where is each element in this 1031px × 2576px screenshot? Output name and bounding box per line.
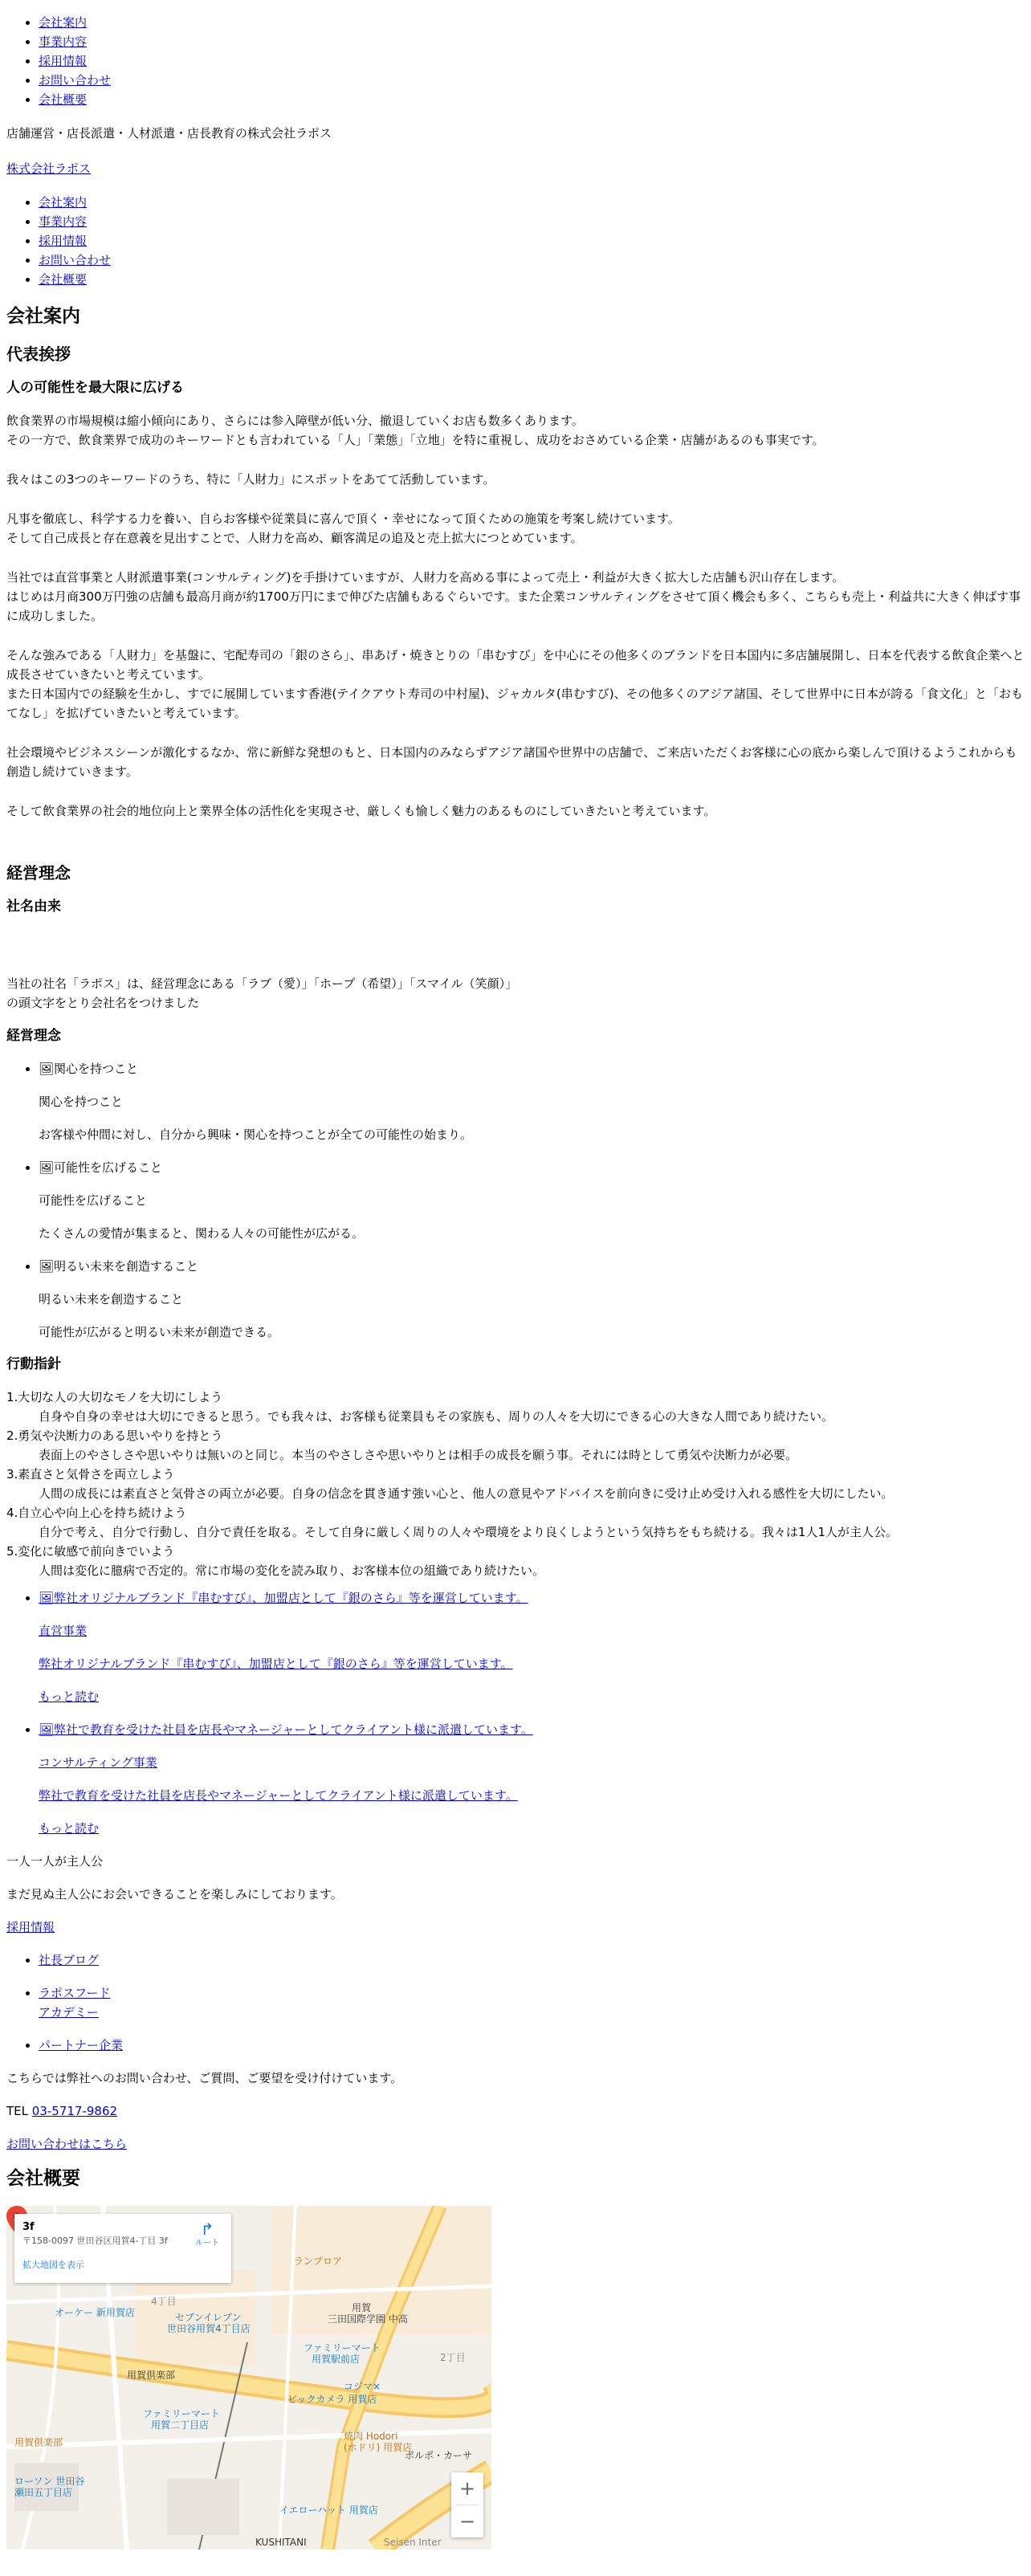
map-label: ポルポ・カーサ (405, 2450, 473, 2462)
main-nav (6, 193, 1025, 289)
map-label: 用賀倶楽部 (127, 2370, 176, 2382)
values-title: 経営理念 (6, 1028, 61, 1045)
business-desc-link[interactable]: 弊社オリジナルブランド『串むすび』、加盟店として『銀のさら』等を運営しています。 (39, 1657, 513, 1672)
greeting-paragraph (6, 646, 1025, 723)
map-label: 焼肉 Hodori (344, 2431, 398, 2443)
google-map[interactable] (6, 2206, 491, 2550)
nav-link-overview[interactable]: 会社概要 (39, 92, 88, 107)
greeting-paragraph (6, 509, 1025, 548)
map-label: 用賀 (352, 2302, 372, 2314)
map-label: セブンイレブン (175, 2312, 242, 2324)
map-place-title: 3f (22, 2221, 35, 2234)
map-label: ファミリーマート (143, 2408, 220, 2420)
value-item (39, 1059, 1025, 1144)
value-title: 可能性を広げること (39, 1193, 148, 1209)
policy-head: 5.変化に敏感で前向きでいよう (6, 1544, 175, 1559)
tel-link[interactable]: 03-5717-9862 (31, 2104, 118, 2119)
map-directions-button[interactable] (191, 2220, 223, 2249)
recruit-link[interactable]: 採用情報 (6, 1920, 55, 1935)
contact-tel (6, 2101, 1025, 2121)
map-label: 用賀駅前店 (312, 2354, 361, 2366)
nav-item (39, 32, 1025, 51)
nav-link-company[interactable]: 会社案内 (39, 15, 88, 30)
brand-link[interactable]: 株式会社ラポス (6, 161, 92, 176)
map-place-address: 〒158-0097 世田谷区用賀4-丁目 3f (22, 2236, 168, 2247)
broken-image-icon: 🖼︎ (39, 1160, 55, 1176)
nav-link-business[interactable]: 事業内容 (39, 35, 88, 49)
recruit-message: まだ見ぬ主人公にお会いできることを楽しみにしております。 (6, 1887, 343, 1902)
map-label: オーケー 新用賀店 (55, 2307, 135, 2319)
link-item (39, 1950, 1025, 1970)
business-desc-link[interactable]: 弊社で教育を受けた社員を店長やマネージャーとしてクライアント様に派遣しています。 (39, 1788, 518, 1804)
business-list (6, 1588, 1025, 1838)
value-image-alt: 明るい未来を創造すること (54, 1259, 199, 1274)
value-desc: 可能性が広がると明るい未来が創造できる。 (39, 1325, 280, 1340)
top-nav (6, 13, 1025, 109)
nav-link-overview[interactable]: 会社概要 (39, 272, 88, 287)
greeting-paragraph (6, 568, 1025, 626)
map-label: Seisen Inter (384, 2537, 442, 2549)
value-desc: お客様や仲間に対し、自分から興味・関心を持つことが全ての可能性の始まり。 (39, 1127, 473, 1143)
business-image-link[interactable] (39, 1591, 528, 1605)
text-line: ラポスフード (39, 1986, 111, 2001)
value-item (39, 1257, 1025, 1342)
business-image-alt: 弊社で教育を受けた社員を店長やマネージャーとしてクライアント様に派遣しています。 (54, 1722, 533, 1738)
link-item (39, 1983, 1025, 2022)
policy-head: 4.自立心や向上心を持ち続けよう (6, 1506, 187, 1521)
nav-item (39, 270, 1025, 289)
read-more-link[interactable]: もっと読む (39, 1689, 100, 1705)
text-line: はじめは月商300万円強の店舗も最高月商が約1700万円にまで伸びた店舗もあるぐらいです。また企業コンサルティングをさせて頂く機会も多く、こちらも売上・利益共に大きく伸ばす事に成功しました。 (6, 589, 1021, 623)
text-line: そして自己成長と存在意義を見出すことで、人財力を高め、顧客満足の追及と売上拡大につとめています。 (6, 530, 583, 545)
map-zoom-control (451, 2472, 483, 2537)
lapos-food-academy-link[interactable] (39, 1986, 111, 2020)
policy-head: 2.勇気や決断力のある思いやりを持とう (6, 1429, 223, 1444)
value-desc: たくさんの愛情が集まると、関わる人々の可能性が広がる。 (39, 1226, 365, 1241)
map-enlarge-link[interactable]: 拡大地図を表示 (22, 2259, 84, 2270)
link-item (39, 2036, 1025, 2055)
value-title: 関心を持つこと (39, 1094, 124, 1110)
nav-link-recruit[interactable]: 採用情報 (39, 54, 88, 68)
contact-intro: こちらでは弊社へのお問い合わせ、ご質問、ご要望を受け付けています。 (6, 2071, 403, 2086)
greeting-title: 代表挨拶 (6, 344, 71, 364)
nav-item (39, 193, 1025, 212)
business-image-link[interactable] (39, 1722, 533, 1737)
footer-links (6, 1950, 1025, 2055)
map-label: イエローハット 用賀店 (279, 2505, 378, 2517)
value-item (39, 1158, 1025, 1243)
business-title-link[interactable]: 直営事業 (39, 1624, 88, 1639)
recruit-slogan: 一人一人が主人公 (6, 1854, 104, 1869)
nav-link-contact[interactable]: お問い合わせ (39, 73, 112, 88)
map-info-card (14, 2214, 231, 2283)
nav-link-company[interactable]: 会社案内 (39, 195, 88, 210)
directions-icon: ↱ (200, 2219, 214, 2240)
value-image-alt: 可能性を広げること (54, 1160, 163, 1176)
text-line: 当社の社名「ラポス」は、経営理念にある「ラブ（愛）」「ホープ（希望）」「スマイル（笑顔）」 (6, 976, 518, 992)
greeting-paragraph (6, 411, 1025, 450)
nav-item (39, 13, 1025, 32)
map-label: 瀬田五丁目店 (14, 2487, 73, 2499)
contact-section (6, 2069, 1025, 2154)
map-label: ローソン 世田谷 (14, 2476, 85, 2488)
nav-item (39, 212, 1025, 231)
map-label: 4丁目 (151, 2296, 177, 2308)
nav-item (39, 251, 1025, 270)
policy-head: 1.大切な人の大切なモノを大切にしよう (6, 1390, 223, 1405)
broken-image-icon: 🖼︎ (39, 1722, 55, 1738)
nav-link-contact[interactable]: お問い合わせ (39, 253, 112, 267)
map-label: 用賀二丁目店 (151, 2419, 210, 2431)
nav-item (39, 71, 1025, 90)
nav-link-recruit[interactable]: 採用情報 (39, 234, 88, 248)
text-line: 飲食業界の市場規模は縮小傾向にあり、さらには参入障壁が低い分、撤退していくお店も数多くあります。 (6, 413, 584, 428)
text-line: アカデミー (39, 2005, 99, 2020)
business-title-link[interactable]: コンサルティング事業 (39, 1755, 157, 1771)
map-label: 世田谷用賀4丁目店 (167, 2323, 251, 2335)
greeting-message (6, 411, 1025, 821)
value-title: 明るい未来を創造すること (39, 1292, 184, 1307)
text-line: 凡事を徹底し、科学する力を養い、自らお客様や従業員に喜んで頂く・幸せになって頂くための施策を考案し続けています。 (6, 511, 680, 526)
zoom-out-button[interactable]: − (458, 2510, 476, 2533)
directions-label: ルート (195, 2239, 219, 2248)
nav-item (39, 90, 1025, 109)
map-label: 三田国際学園 中高 (328, 2313, 408, 2325)
greeting-paragraph: そして飲食業界の社会的地位向上と業界全体の活性化を実現させ、厳しくも愉しく魅力のあるものにしていきたいと考えています。 (6, 803, 716, 818)
policy-body: 自身や自身の幸せは大切にできると思う。でも我々は、お客様も従業員もその家族も、周りの人々を大切にできる心の大きな人間であり続けたい。 (39, 1409, 834, 1425)
nav-item (39, 51, 1025, 71)
text-line: その一方で、飲食業界で成功のキーワードとも言われている「人」「業態」「立地」を特に重視し、成功をおさめている企業・店舗があるのも事実です。 (6, 432, 825, 447)
map-label: 2丁目 (440, 2352, 466, 2364)
value-image-alt: 関心を持つこと (54, 1062, 139, 1077)
broken-image-icon: 🖼︎ (39, 1259, 55, 1274)
business-item (39, 1720, 1025, 1838)
greeting-paragraph: 社会環境やビジネスシーンが激化するなか、常に新鮮な発想のもと、日本国内のみならずアジア諸国や世界中の店舗で、ご来店いただくお客様に心の底から楽しんで頂けるようこれからも創造し続けていきます。 (6, 744, 1017, 779)
policy-body: 人間は変化に臆病で否定的。常に市場の変化を読み取り、お客様本位の組織であり続けたい。 (39, 1563, 545, 1579)
ceo-blog-link[interactable]: 社長ブログ (39, 1953, 100, 1968)
recruit-section (6, 1852, 1025, 1937)
policy-title: 行動指針 (6, 1356, 61, 1373)
greeting-paragraph: 我々はこの3つのキーワードのうち、特に「人財力」にスポットをあてて活動しています。 (6, 471, 495, 487)
philosophy-title: 経営理念 (6, 862, 71, 882)
map-label: (ホドリ) 用賀店 (344, 2442, 413, 2454)
policy-body: 表面上のやさしさや思いやりは無いのと同じ。本当のやさしさや思いやりとは相手の成長を願う事。それには時として勇気や決断力が必要。 (39, 1448, 798, 1463)
map-label: KUSHITANI (255, 2537, 307, 2549)
text-line: そんな強みである「人財力」を基盤に、宅配寿司の「銀のさら」、串あげ・焼きとりの「串むすび」を中心にその他多くのブランドを日本国内に多店舗展開し、日本を代表する飲食企業へと成長させていきたいと考えています。 (6, 647, 1025, 682)
zoom-in-button[interactable]: + (458, 2477, 476, 2501)
policy-body: 人間の成長には素直さと気骨さの両立が必要。自身の信念を貫き通す強い心と、他人の意見やアドバイスを前向きに受け止め受け入れる感性を大切にしたい。 (39, 1486, 894, 1502)
partner-link[interactable]: パートナー企業 (39, 2038, 124, 2053)
overview-title: 会社概要 (6, 2168, 80, 2190)
text-line: また日本国内での経験を生かし、すでに展開しています香港(テイクアウト寿司の中村屋)、ジャカルタ(串むすび)、その他多くのアジア諸国、そして世界中に日本が誇る「食文化」と「おもてなし」を拡げていきたいと考えています。 (6, 686, 1024, 720)
tel-label: TEL (6, 2104, 28, 2119)
map-label: コジマ× (344, 2381, 381, 2393)
contact-form-link[interactable]: お問い合わせはこちら (6, 2137, 128, 2152)
policy-head: 3.素直さと気骨さを両立しよう (6, 1467, 175, 1482)
greeting-subtitle: 人の可能性を最大限に広げる (6, 379, 184, 396)
broken-image-icon: 🖼︎ (39, 1062, 55, 1077)
text-line: の頭文字をとり会社名をつけました (6, 996, 200, 1011)
map-label: 用賀倶楽部 (14, 2437, 63, 2449)
site-tagline: 店舗運営・店長派遣・人材派遣・店長教育の株式会社ラポス (6, 126, 332, 141)
origin-text (6, 974, 1025, 1013)
map-label: ファミリーマート (304, 2342, 381, 2354)
policy-body: 自分で考え、自分で行動し、自分で責任を取る。そして自身に厳しく周りの人々や環境をより良くしようという気持ちをもち続ける。我々は1人1人が主人公。 (39, 1525, 898, 1540)
business-item (39, 1588, 1025, 1706)
nav-link-business[interactable]: 事業内容 (39, 214, 88, 229)
broken-image-icon: 🖼︎ (39, 1591, 55, 1606)
map-label: ビックカメラ 用賀店 (287, 2394, 377, 2406)
map-label: ランプロア (294, 2256, 343, 2268)
origin-title: 社名由来 (6, 898, 61, 915)
business-image-alt: 弊社オリジナルブランド『串むすび』、加盟店として『銀のさら』等を運営しています。 (54, 1591, 528, 1606)
text-line: 当社では直営事業と人財派遣事業(コンサルティング)を手掛けていますが、人財力を高める事によって売上・利益が大きく拡大した店舗も沢山存在します。 (6, 569, 845, 585)
values-list (6, 1059, 1025, 1342)
company-section-title: 会社案内 (6, 306, 80, 327)
read-more-link[interactable]: もっと読む (39, 1821, 100, 1836)
nav-item (39, 231, 1025, 251)
policy-list (6, 1388, 1025, 1580)
